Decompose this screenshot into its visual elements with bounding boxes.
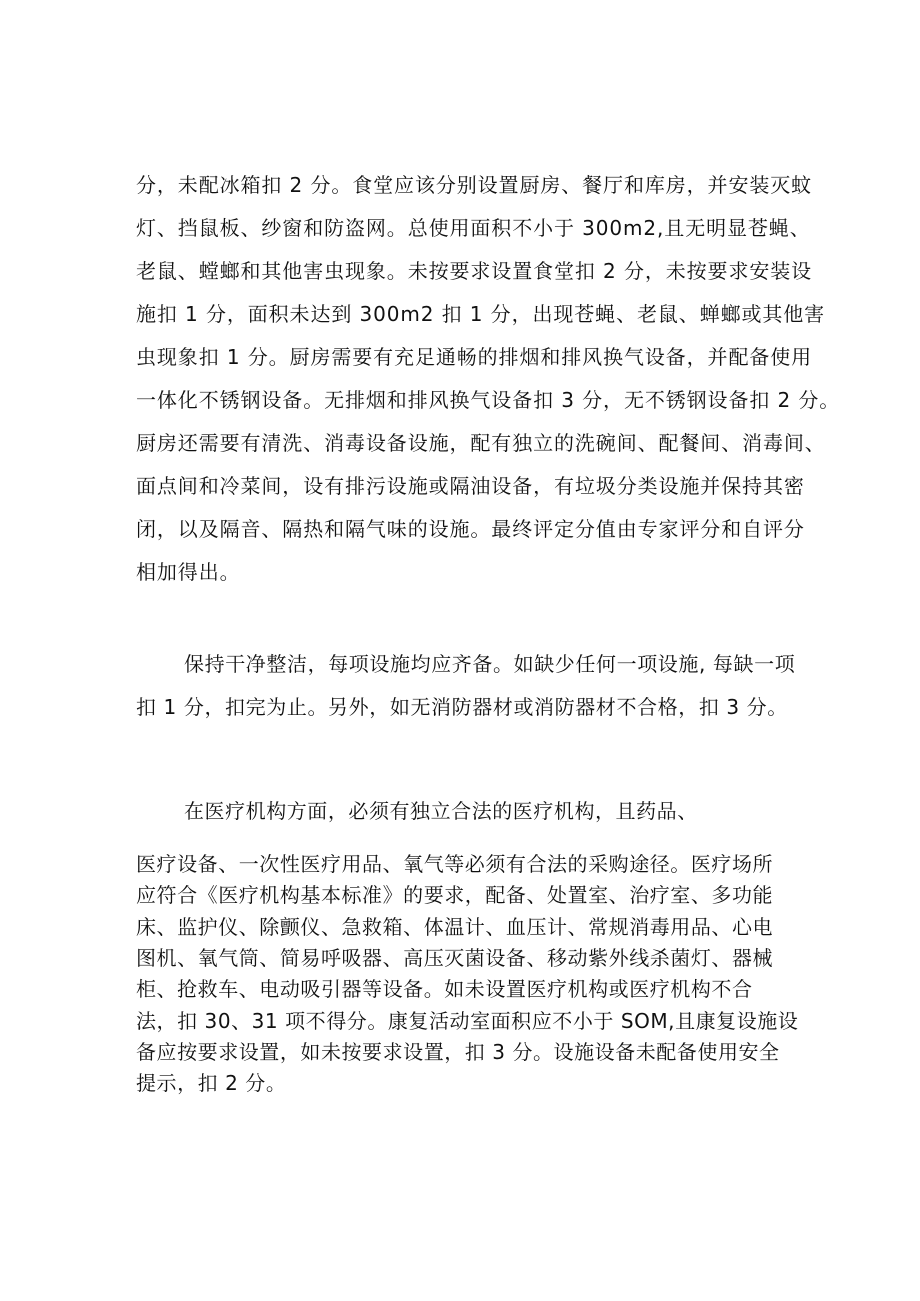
text-line: 柜、抢救车、电动吸引器等设备。如未设置医疗机构或医疗机构不合 xyxy=(136,977,753,1001)
text-line: 提示，扣 2 分。 xyxy=(136,1071,287,1095)
text-line: 医疗设备、一次性医疗用品、氧气等必须有合法的采购途径。医疗场所 xyxy=(136,852,774,876)
text-line: 扣 1 分，扣完为止。另外，如无消防器材或消防器材不合格，扣 3 分。 xyxy=(136,695,788,719)
text-line: 虫现象扣 1 分。厨房需要有充足通畅的排烟和排风换气设备，并配备使用 xyxy=(136,345,813,369)
paragraph-lead-line: 在医疗机构方面，必须有独立合法的医疗机构，且药品、 xyxy=(184,799,698,823)
text-line: 厨房还需要有清洗、消毒设备设施，配有独立的洗碗间、配餐间、消毒间、 xyxy=(136,431,826,455)
text-line: 面点间和冷菜间，设有排污设施或隔油设备，有垃圾分类设施并保持其密 xyxy=(136,474,805,498)
text-line: 闭，以及隔音、隔热和隔气味的设施。最终评定分值由专家评分和自评分 xyxy=(136,517,805,541)
text-line: 法，扣 30、31 项不得分。康复活动室面积应不小于 SOM,且康复设施设 xyxy=(136,1009,799,1033)
text-line: 应符合《医疗机构基本标准》的要求，配备、处置室、治疗室、多功能 xyxy=(136,883,774,907)
text-line: 灯、挡鼠板、纱窗和防盗网。总使用面积不小于 300m2,且无明显苍蝇、 xyxy=(136,216,811,240)
text-line: 相加得出。 xyxy=(136,560,241,584)
text-line: 床、监护仪、除颤仪、急救箱、体温计、血压计、常规消毒用品、心电 xyxy=(136,915,774,939)
text-line: 图机、氧气筒、简易呼吸器、高压灭菌设备、移动紫外线杀菌灯、器械 xyxy=(136,946,774,970)
text-line: 一体化不锈钢设备。无排烟和排风换气设备扣 3 分，无不锈钢设备扣 2 分。 xyxy=(136,388,841,412)
text-line: 保持干净整洁，每项设施均应齐备。如缺少任何一项设施, 每缺一项 xyxy=(184,652,796,676)
text-line: 分，未配冰箱扣 2 分。食堂应该分别设置厨房、餐厅和库房，并安装灭蚊 xyxy=(136,173,813,197)
text-line: 老鼠、螳螂和其他害虫现象。未按要求设置食堂扣 2 分，未按要求安装设 xyxy=(136,259,813,283)
text-line: 备应按要求设置，如未按要求设置，扣 3 分。设施设备未配备使用安全 xyxy=(136,1040,780,1064)
text-line: 施扣 1 分，面积未达到 300m2 扣 1 分，出现苍蝇、老鼠、蝉螂或其他害 xyxy=(136,302,826,326)
